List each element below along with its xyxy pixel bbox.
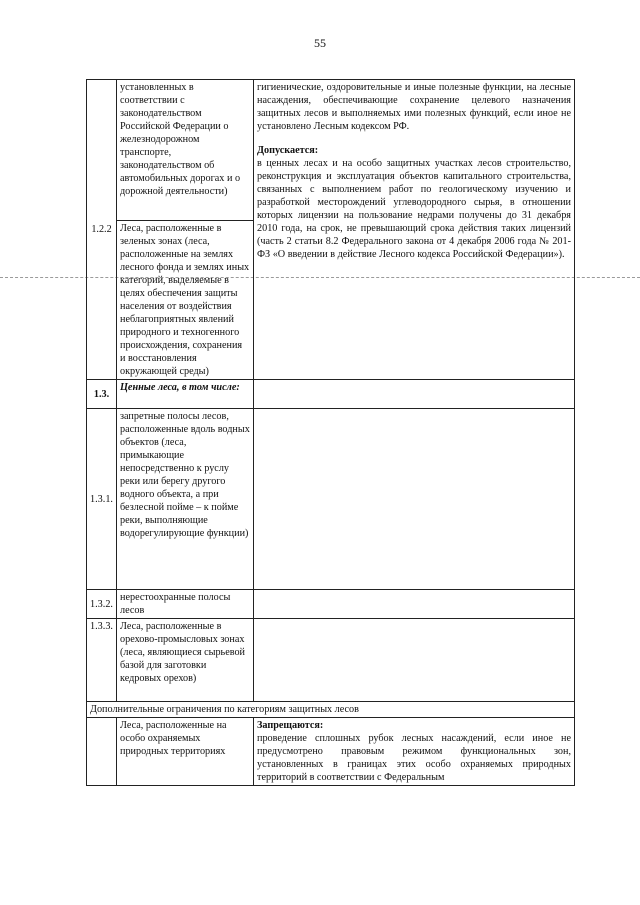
prohibited-heading: Запрещаются: bbox=[257, 720, 324, 731]
table-row bbox=[87, 619, 575, 702]
description-text: гигиенические, оздоровительные и иные полезные функции, на лесные насаждения, обеспечивающие сохранение целевого назначения защитных лесов и выполняемых ими полезных функций, если иное не установлено Лесным кодексом РФ. bbox=[257, 82, 571, 132]
section-header: Дополнительные ограничения по категориям защитных лесов bbox=[87, 702, 575, 718]
category-cell: нерестоохранные полосы лесов bbox=[117, 590, 254, 619]
row-number: 1.3.3. bbox=[87, 619, 117, 702]
category-cell: Ценные леса, в том числе: bbox=[117, 380, 254, 409]
description-cell bbox=[254, 590, 575, 619]
description-cell bbox=[254, 619, 575, 702]
permitted-heading: Допускается: bbox=[257, 145, 319, 156]
category-cell: Леса, расположенные в орехово-промысловых зонах (леса, являющиеся сырьевой базой для заготовки кедровых орехов) bbox=[117, 619, 254, 702]
row-number: 1.3.1. bbox=[87, 409, 117, 590]
row-number: 1.3.2. bbox=[87, 590, 117, 619]
description-cell bbox=[254, 718, 575, 786]
restrictions-table bbox=[86, 79, 575, 786]
table-row bbox=[87, 380, 575, 409]
category-cell: Леса, расположенные на особо охраняемых природных территориях bbox=[117, 718, 254, 786]
category-cell bbox=[117, 80, 254, 380]
table-row bbox=[87, 80, 575, 380]
description-cell bbox=[254, 80, 575, 380]
description-text-permitted: в ценных лесах и на особо защитных участках лесов строительство, реконструкция и эксплуатация объектов капитального строительства, связанных с выполнением работ по геологическому изучению и разработкой месторождений углеводородного сырья, в отношении которых лицензии на пользование недрами получены до 31 декабря 2010 года, на срок, не превышающий срока действия таких лицензий (часть 2 статьи 8.2 Федерального закона от 4 декабря 2006 года № 201-ФЗ «О введении в действие Лесного кодекса Российской Федерации»). bbox=[257, 158, 571, 260]
table-row bbox=[87, 718, 575, 786]
category-cell: запретные полосы лесов, расположенные вдоль водных объектов (леса, примыкающие непосредственно к руслу реки или берегу другого водного объекта, а при безлесной пойме – к пойме реки, выполняющие водорегулирующие функции) bbox=[117, 409, 254, 590]
description-cell bbox=[254, 380, 575, 409]
category-text-green-zones: Леса, расположенные в зеленых зонах (леса, расположенные на землях лесного фонда и землях иных категорий, выделяемые в целях обеспечения защиты населения от воздействия неблагоприятных явлений природного и техногенного происхождения, сохранения и восстановления окружающей среды) bbox=[120, 223, 250, 377]
table-row bbox=[87, 590, 575, 619]
page-number: 55 bbox=[314, 36, 326, 50]
description-cell bbox=[254, 409, 575, 590]
row-number: 1.2.2 bbox=[87, 80, 117, 380]
category-text: установленных в соответствии с законодательством Российской Федерации о железнодорожном транспорте, законодательством об автомобильных дорогах и о дорожной деятельности) bbox=[117, 80, 253, 221]
table-row bbox=[87, 702, 575, 718]
row-number: 1.3. bbox=[87, 380, 117, 409]
description-text: проведение сплошных рубок лесных насаждений, если иное не предусмотрено правовым режимом функциональных зон, установленных в границах этих особо охраняемых природных территорий в соответствии с Федеральным bbox=[257, 733, 571, 783]
table-row bbox=[87, 409, 575, 590]
row-number bbox=[87, 718, 117, 786]
